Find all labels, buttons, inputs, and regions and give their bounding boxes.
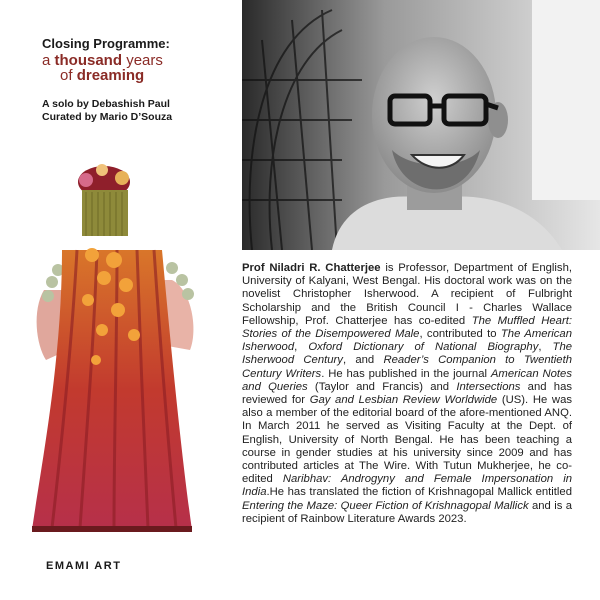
speaker-bio [242, 262, 572, 526]
exhibition-wordmark [42, 53, 232, 83]
bio-title: Naribhav: Androgyny and Female Impersonation in India [242, 473, 572, 499]
bio-text: . He has published in the journal [321, 367, 491, 380]
bio-text: .He has translated the fiction of Krishnagopal Mallick entitled [266, 486, 572, 499]
bio-title: Reader’s Companion to Twentieth Century Writers [242, 354, 572, 380]
exhibition-credits [42, 98, 172, 124]
bio-text: and has reviewed for [242, 380, 572, 407]
bio-text: , and [342, 354, 384, 367]
gallery-logo: EMAMI ART [46, 560, 122, 572]
bio-text: , contributed to [419, 328, 501, 341]
bio-title: Oxford Dictionary of National Biography [308, 341, 539, 354]
bio-title: The Muffled Heart: Stories of the Disempowered Male [242, 314, 572, 341]
event-panel [0, 0, 242, 600]
speaker-portrait-photo [242, 0, 600, 250]
wordmark-thousand: thousand [54, 52, 123, 69]
bio-text: , [294, 341, 309, 354]
wordmark-years: years [126, 52, 163, 69]
bio-text: is Professor, Department of English, University of Kalyani, West Bengal. His doctoral work was on the novelist Christopher Isherwood. A recipient of Fulbright Scholarship and the British Council I - Charles Wallace Fellowship, Prof. Chatterjee has co-edited [242, 262, 572, 327]
bio-text: (US). He was also a member of the editorial board of the afore-mentioned ANQ. In March 2011 he served as Visiting Faculty at the Dept. of English, University of North Bengal. He has been teaching a course in gender studies at his university since 2009 and has contributed articles at The Wire. With Tutun Mukherjee, he co-edited [242, 394, 573, 486]
wordmark-of: of [60, 67, 73, 84]
textile-sculpture-image [22, 160, 222, 550]
bio-text: , [538, 341, 553, 354]
bio-name: Prof Niladri R. Chatterjee [242, 262, 381, 274]
programme-title: Closing Programme: [42, 36, 170, 51]
bio-text: and is a recipient of Rainbow Literature Awards 2023. [242, 499, 572, 525]
bio-text: (Taylor and Francis) and [307, 380, 457, 393]
curator-line: Curated by Mario D’Souza [42, 111, 173, 123]
bio-title: Intersections [456, 380, 521, 393]
bio-title: Entering the Maze: Queer Fiction of Krishnagopal Mallick [242, 499, 529, 512]
bio-title: The American Isherwood [242, 328, 572, 354]
bio-title: Gay and Lesbian Review Worldwide [309, 394, 498, 407]
artist-line: A solo by Debashish Paul [42, 98, 170, 110]
wordmark-a: a [42, 52, 51, 69]
bio-title: The Isherwood Century [242, 341, 573, 367]
bio-title: American Notes and Queries [242, 367, 572, 393]
wordmark-dreaming: dreaming [76, 67, 145, 84]
